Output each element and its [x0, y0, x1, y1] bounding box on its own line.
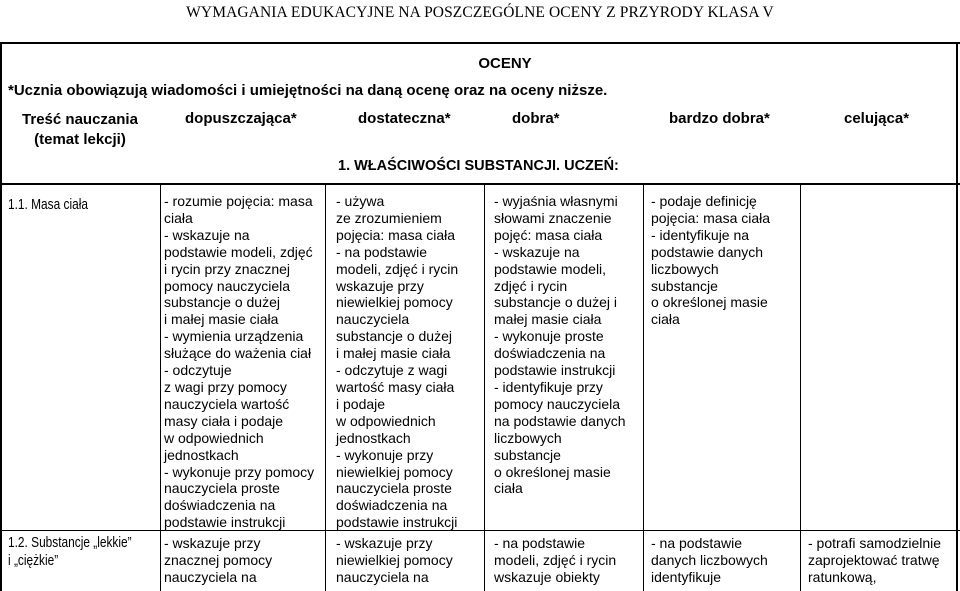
header-dobra: dobra*: [512, 110, 560, 127]
row1-dostateczna: - używa ze zrozumieniem pojęcia: masa ciała - na podstawie modeli, zdjęć i rycin wskazuje przy niewielkiej pomocy nauczyciela substancje o dużej i małej masie ciała - odczytuje z wagi wartość masy ciała i podaje w odpowiednich jednostkach - wykonuje przy niewielkiej pomocy nauczyciela proste doświadczenia na podstawie instrukcji: [336, 193, 459, 531]
row2-dopuszczajaca: - wskazuje przy znacznej pomocy nauczyciela na: [164, 535, 273, 585]
notice-text: *Ucznia obowiązują wiadomości i umiejętności na daną ocenę oraz na oceny niższe.: [8, 82, 608, 99]
topic-1-2: 1.2. Substancje „lekkie” i „ciężkie”: [8, 535, 132, 569]
topic-1-1: 1.1. Masa ciała: [8, 197, 88, 213]
header-celujaca: celująca*: [844, 110, 910, 127]
table-top-border: [0, 42, 960, 44]
header-tresc-text: Treść nauczania (temat lekcji): [22, 111, 138, 148]
row2-dostateczna: - wskazuje przy niewielkiej pomocy nauczyciela na: [336, 535, 453, 585]
row1-dobra: - wyjaśnia własnymi słowami znaczenie pojęć: masa ciała - wskazuje na podstawie modeli, zdjęć i rycin substancje o dużej i małej masie ciała - wykonuje proste doświadczenia na podstawie instrukcji - identyfikuje przy pomocy nauczyciela na podstawie danych liczbowych substancje o określonej masie ciała: [494, 193, 626, 497]
row1-bardzo-dobra: - podaje definicję pojęcia: masa ciała - identyfikuje na podstawie danych liczbowych substancje o określonej masie ciała: [651, 193, 771, 328]
section-title: 1. WŁAŚCIWOŚCI SUBSTANCJI. UCZEŃ:: [338, 158, 619, 174]
header-tresc: [0, 110, 160, 150]
row2-dobra: - na podstawie modeli, zdjęć i rycin wskazuje obiekty: [494, 535, 617, 585]
header-bottom-border: [0, 183, 960, 185]
oceny-label: OCENY: [478, 55, 532, 72]
row2-celujaca: - potrafi samodzielnie zaprojektować tratwę ratunkową,: [808, 535, 942, 585]
header-dopuszczajaca: dopuszczająca*: [185, 110, 297, 127]
header-dostateczna: dostateczna*: [358, 110, 451, 127]
header-bardzo-dobra: bardzo dobra*: [669, 110, 770, 127]
row2-bardzo-dobra: - na podstawie danych liczbowych identyfikuje: [651, 535, 768, 585]
row1-dopuszczajaca: - rozumie pojęcia: masa ciała - wskazuje na podstawie modeli, zdjęć i rycin przy znacznej pomocy nauczyciela substancje o dużej i małej masie ciała - wymienia urządzenia służące do ważenia ciał - odczytuje z wagi przy pomocy nauczyciela wartość masy ciała i podaje w odpowiednich jednostkach - wykonuje przy pomocy nauczyciela proste doświadczenia na podstawie instrukcji: [164, 193, 315, 531]
table-right-border: [956, 42, 958, 591]
page-title: WYMAGANIA EDUKACYJNE NA POSZCZEGÓLNE OCENY Z PRZYRODY KLASA V: [186, 4, 774, 21]
